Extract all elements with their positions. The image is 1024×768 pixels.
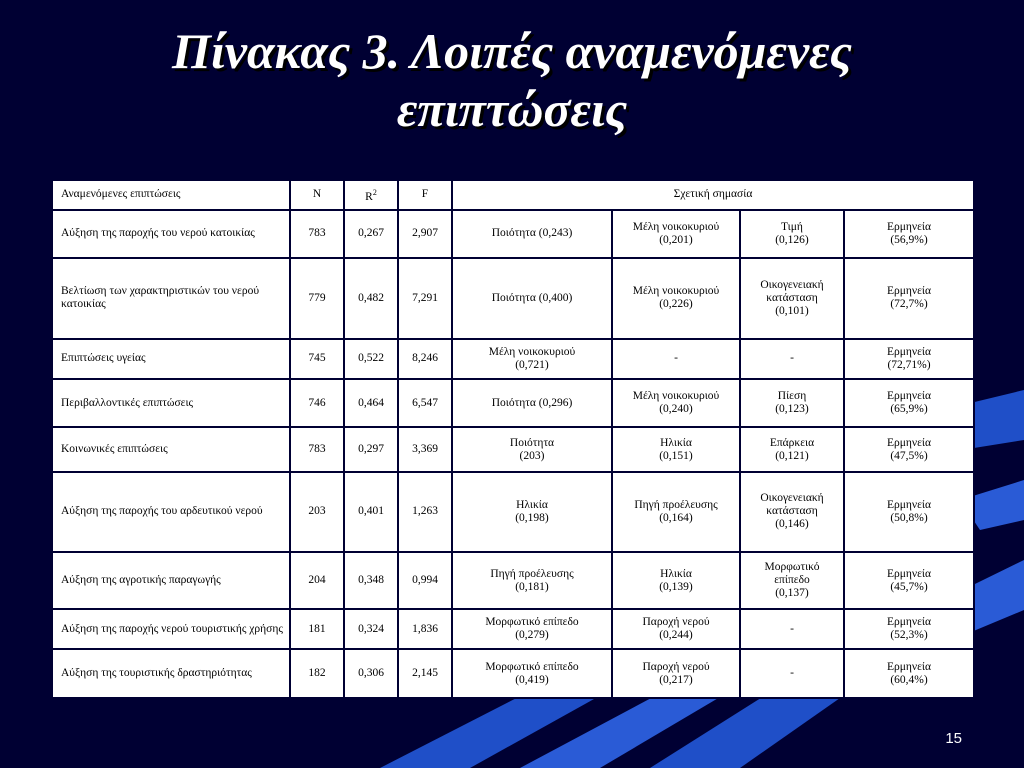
header-r2 — [344, 180, 398, 210]
cell-importance-2 — [612, 649, 740, 698]
cell-f: 1,263 — [398, 472, 452, 552]
cell-line: Ερμηνεία — [886, 390, 932, 403]
cell-n: 783 — [290, 427, 344, 471]
cell-line: (0,240) — [659, 403, 693, 416]
cell-importance-3 — [740, 379, 844, 428]
cell-line: (0,279) — [515, 629, 549, 642]
cell-line: - — [790, 352, 794, 365]
cell-importance-2 — [612, 472, 740, 552]
cell-line: Παροχή νερού — [642, 616, 710, 629]
cell-line: Οικογενειακή — [760, 492, 824, 505]
cell-line: Ερμηνεία — [886, 498, 932, 511]
cell-line: (0,217) — [659, 673, 693, 686]
cell-importance-1 — [452, 472, 612, 552]
row-label: Αύξηση της αγροτικής παραγωγής — [52, 552, 290, 609]
cell-line: Επάρκεια — [769, 436, 815, 449]
cell-n: 783 — [290, 210, 344, 259]
cell-importance-2 — [612, 609, 740, 649]
header-r2-exponent: 2 — [372, 187, 377, 197]
cell-line: Τιμή — [781, 220, 803, 233]
cell-line: (65,9%) — [890, 403, 928, 416]
cell-line: (47,5%) — [890, 449, 928, 462]
cell-line: (0,146) — [775, 518, 809, 531]
cell-line: Μορφωτικό — [764, 561, 820, 574]
cell-importance-4 — [844, 339, 974, 379]
cell-importance-1 — [452, 427, 612, 471]
cell-line: (45,7%) — [890, 580, 928, 593]
cell-line: - — [790, 667, 794, 680]
cell-line: Ποιότητα (0,296) — [491, 396, 573, 409]
cell-line: Ερμηνεία — [886, 345, 932, 358]
cell-line: - — [790, 622, 794, 635]
table-row — [52, 339, 974, 379]
cell-line: (0,721) — [515, 358, 549, 371]
cell-f: 2,907 — [398, 210, 452, 259]
cell-r2: 0,297 — [344, 427, 398, 471]
cell-importance-1 — [452, 339, 612, 379]
cell-line: (0,123) — [775, 403, 809, 416]
cell-importance-4 — [844, 258, 974, 338]
cell-line: Ηλικία — [516, 498, 548, 511]
cell-line: Οικογενειακή — [760, 278, 824, 291]
header-r2-base: R — [365, 190, 373, 203]
slide-title-line-1: Πίνακας 3. Λοιπές αναμενόμενες — [172, 23, 852, 79]
row-label: Αύξηση της παροχής του νερού κατοικίας — [52, 210, 290, 259]
cell-line: (72,71%) — [887, 358, 931, 371]
cell-r2: 0,522 — [344, 339, 398, 379]
cell-importance-1 — [452, 258, 612, 338]
cell-importance-2 — [612, 258, 740, 338]
cell-importance-4 — [844, 609, 974, 649]
cell-line: (50,8%) — [890, 511, 928, 524]
cell-line: Πίεση — [777, 390, 807, 403]
results-table — [51, 179, 975, 699]
table-row — [52, 649, 974, 698]
cell-line: (0,198) — [515, 511, 549, 524]
cell-line: Μέλη νοικοκυριού — [632, 220, 720, 233]
cell-r2: 0,348 — [344, 552, 398, 609]
page-number: 15 — [945, 730, 962, 747]
cell-line: Ερμηνεία — [886, 616, 932, 629]
cell-importance-4 — [844, 210, 974, 259]
cell-line: (203) — [519, 449, 545, 462]
cell-line: (0,101) — [775, 304, 809, 317]
cell-importance-1 — [452, 210, 612, 259]
cell-line: Μορφωτικό επίπεδο — [485, 616, 579, 629]
table-row — [52, 552, 974, 609]
cell-importance-3 — [740, 649, 844, 698]
header-relative-importance: Σχετική σημασία — [452, 180, 974, 210]
table-row — [52, 609, 974, 649]
row-label: Περιβαλλοντικές επιπτώσεις — [52, 379, 290, 428]
cell-importance-3 — [740, 427, 844, 471]
cell-line: (0,201) — [659, 233, 693, 246]
cell-importance-4 — [844, 472, 974, 552]
table-row — [52, 472, 974, 552]
cell-n: 203 — [290, 472, 344, 552]
cell-line: κατάσταση — [766, 291, 818, 304]
cell-line: Παροχή νερού — [642, 660, 710, 673]
cell-importance-1 — [452, 649, 612, 698]
cell-importance-3 — [740, 472, 844, 552]
cell-line: Ηλικία — [660, 567, 692, 580]
cell-line: (0,126) — [775, 233, 809, 246]
cell-line: (0,419) — [515, 673, 549, 686]
cell-line: Ποιότητα — [509, 436, 555, 449]
cell-f: 0,994 — [398, 552, 452, 609]
cell-importance-2 — [612, 427, 740, 471]
cell-n: 182 — [290, 649, 344, 698]
table-row — [52, 427, 974, 471]
cell-line: Ερμηνεία — [886, 220, 932, 233]
cell-f: 1,836 — [398, 609, 452, 649]
cell-line: (72,7%) — [890, 298, 928, 311]
cell-importance-1 — [452, 379, 612, 428]
cell-line: (0,181) — [515, 580, 549, 593]
row-label: Επιπτώσεις υγείας — [52, 339, 290, 379]
cell-line: (60,4%) — [890, 673, 928, 686]
cell-r2: 0,482 — [344, 258, 398, 338]
cell-line: Ερμηνεία — [886, 567, 932, 580]
cell-importance-4 — [844, 552, 974, 609]
cell-line: (0,226) — [659, 298, 693, 311]
cell-line: (0,164) — [659, 511, 693, 524]
row-label: Κοινωνικές επιπτώσεις — [52, 427, 290, 471]
cell-importance-1 — [452, 609, 612, 649]
cell-n: 745 — [290, 339, 344, 379]
cell-line: Μέλη νοικοκυριού — [632, 390, 720, 403]
cell-r2: 0,464 — [344, 379, 398, 428]
cell-importance-2 — [612, 379, 740, 428]
cell-line: κατάσταση — [766, 505, 818, 518]
cell-importance-3 — [740, 258, 844, 338]
cell-importance-2 — [612, 552, 740, 609]
header-impacts: Αναμενόμενες επιπτώσεις — [52, 180, 290, 210]
cell-n: 181 — [290, 609, 344, 649]
cell-r2: 0,267 — [344, 210, 398, 259]
cell-r2: 0,324 — [344, 609, 398, 649]
header-n: N — [290, 180, 344, 210]
cell-line: Ηλικία — [660, 436, 692, 449]
cell-line: Μορφωτικό επίπεδο — [485, 660, 579, 673]
cell-line: (56,9%) — [890, 233, 928, 246]
table-body — [52, 180, 974, 698]
cell-line: επίπεδο — [774, 574, 810, 587]
cell-r2: 0,306 — [344, 649, 398, 698]
cell-line: Ερμηνεία — [886, 436, 932, 449]
cell-line: (0,137) — [775, 587, 809, 600]
cell-importance-2 — [612, 339, 740, 379]
cell-importance-3 — [740, 552, 844, 609]
cell-importance-1 — [452, 552, 612, 609]
cell-line: Πηγή προέλευσης — [634, 498, 718, 511]
header-f: F — [398, 180, 452, 210]
row-label: Αύξηση της τουριστικής δραστηριότητας — [52, 649, 290, 698]
cell-line: (0,244) — [659, 629, 693, 642]
cell-line: - — [674, 352, 678, 365]
cell-importance-3 — [740, 609, 844, 649]
cell-f: 8,246 — [398, 339, 452, 379]
cell-line: (0,151) — [659, 449, 693, 462]
row-label: Αύξηση της παροχής του αρδευτικού νερού — [52, 472, 290, 552]
row-label: Αύξηση της παροχής νερού τουριστικής χρήσης — [52, 609, 290, 649]
cell-importance-2 — [612, 210, 740, 259]
slide-title — [40, 22, 984, 138]
cell-line: Ερμηνεία — [886, 285, 932, 298]
cell-line: Μέλη νοικοκυριού — [632, 285, 720, 298]
cell-line: Πηγή προέλευσης — [490, 567, 574, 580]
cell-importance-4 — [844, 649, 974, 698]
cell-line: Ποιότητα (0,400) — [491, 291, 573, 304]
cell-importance-3 — [740, 339, 844, 379]
cell-line: (0,121) — [775, 449, 809, 462]
cell-line: Ποιότητα (0,243) — [491, 227, 573, 240]
cell-r2: 0,401 — [344, 472, 398, 552]
cell-line: (0,139) — [659, 580, 693, 593]
cell-f: 6,547 — [398, 379, 452, 428]
cell-importance-4 — [844, 427, 974, 471]
slide-title-line-2: επιπτώσεις — [396, 81, 628, 137]
cell-f: 2,145 — [398, 649, 452, 698]
table-row — [52, 210, 974, 259]
cell-f: 3,369 — [398, 427, 452, 471]
cell-importance-3 — [740, 210, 844, 259]
cell-line: (52,3%) — [890, 629, 928, 642]
cell-importance-4 — [844, 379, 974, 428]
cell-n: 204 — [290, 552, 344, 609]
table-row — [52, 379, 974, 428]
cell-line: Μέλη νοικοκυριού — [488, 345, 576, 358]
cell-f: 7,291 — [398, 258, 452, 338]
cell-n: 779 — [290, 258, 344, 338]
table-header-row — [52, 180, 974, 210]
cell-n: 746 — [290, 379, 344, 428]
table-row — [52, 258, 974, 338]
row-label: Βελτίωση των χαρακτηριστικών του νερού κατοικίας — [52, 258, 290, 338]
cell-line: Ερμηνεία — [886, 660, 932, 673]
